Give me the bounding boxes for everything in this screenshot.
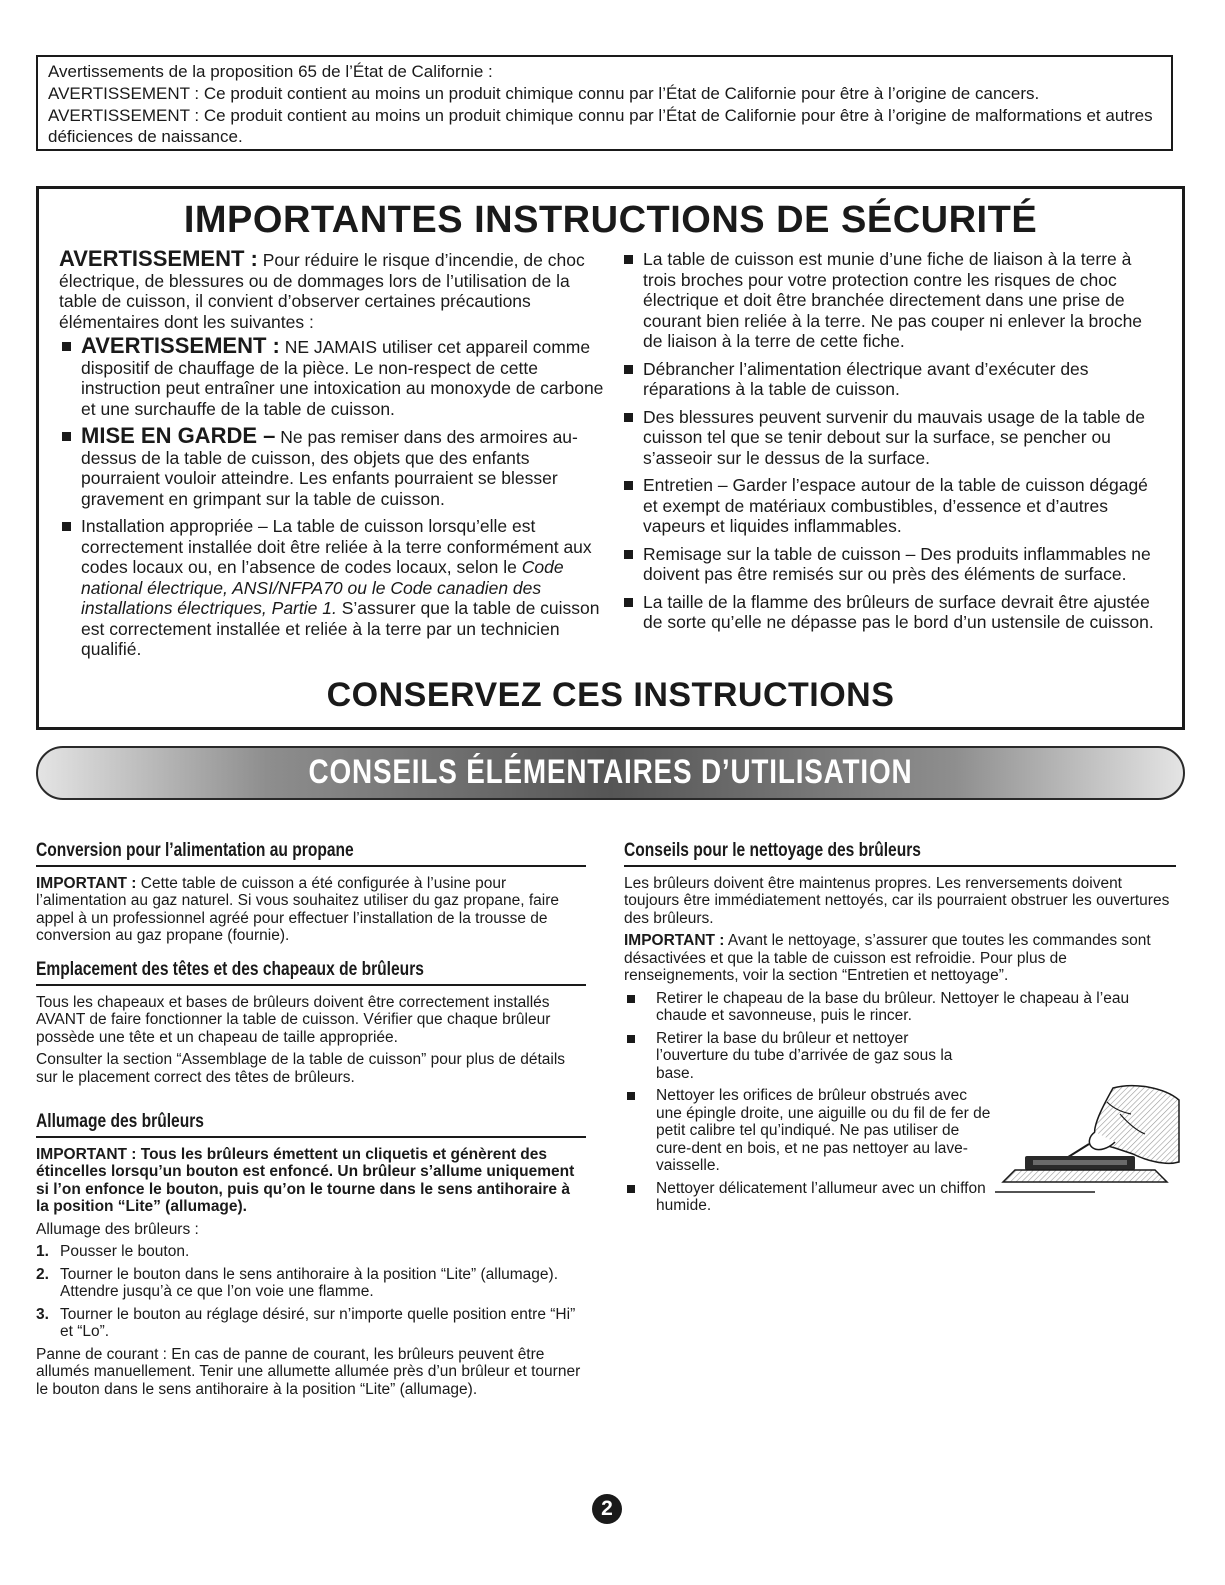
list-item (621, 544, 1161, 585)
section-heading: Emplacement des têtes et des chapeaux de brûleurs (36, 959, 424, 980)
important-text: Cette table de cuisson a été configurée à l’usine pour l’alimentation au gaz naturel. Si vous souhaitez utiliser du gaz propane, faire appel à un professionnel agréé pour effectuer l’installation de la trousse de conversion au gaz propane (fournie). (36, 874, 560, 944)
safety-footer: CONSERVEZ CES INSTRUCTIONS (326, 676, 895, 714)
item-label: AVERTISSEMENT : (81, 333, 280, 358)
prop65-heading: Avertissements de la proposition 65 de l’État de Californie : (48, 62, 493, 81)
banner-title: CONSEILS ÉLÉMENTAIRES D’UTILISATION (308, 753, 913, 791)
safety-right-column (621, 249, 1161, 640)
bullet-icon (627, 995, 635, 1003)
item-text: Débrancher l’alimentation électrique avant d’exécuter des réparations à la table de cuisson. (643, 358, 1089, 399)
list-item (621, 359, 1161, 400)
bullet-icon (627, 1185, 635, 1193)
list-item (624, 1087, 996, 1175)
step-item (36, 1243, 586, 1261)
section-heading: Conversion pour l’alimentation au propane (36, 840, 354, 861)
page-number: 2 (592, 1494, 622, 1524)
item-text: Nettoyer délicatement l’allumeur avec un chiffon humide. (656, 1179, 986, 1214)
important-label: IMPORTANT : (36, 874, 137, 892)
section-divider (36, 984, 586, 986)
ignition-steps (36, 1243, 586, 1341)
item-text: Des blessures peuvent survenir du mauvais usage de la table de cuisson tel que se tenir debout sur la surface, se pencher ou s’asseoir sur le dessus de la surface. (643, 406, 1145, 468)
list-item (621, 249, 1161, 352)
list-item (59, 333, 612, 419)
list-item (621, 475, 1161, 537)
step-number: 1. (36, 1243, 49, 1260)
ignition-intro: Allumage des brûleurs : (36, 1220, 199, 1238)
bullet-icon (62, 432, 71, 441)
item-label: MISE EN GARDE – (81, 423, 276, 448)
list-item (624, 990, 1176, 1025)
safety-right-list (621, 249, 1161, 633)
list-item (621, 592, 1161, 633)
ignition-section (36, 1113, 586, 1403)
bullet-icon (62, 522, 71, 531)
step-text: Tourner le bouton dans le sens antihoraire à la position “Lite” (allumage). Attendre jusqu’à ce que l’on voie une flamme. (60, 1265, 559, 1300)
propane-section (36, 842, 586, 950)
prop65-birth-defect-warning: AVERTISSEMENT : Ce produit contient au moins un produit chimique connu par l’État de Californie pour être à l’origine de malformations et autres déficiences de naissance. (48, 106, 1153, 146)
list-item (624, 1030, 966, 1083)
step-item (36, 1266, 586, 1301)
step-item (36, 1306, 586, 1341)
bullet-icon (624, 413, 633, 422)
power-outage-note: Panne de courant : En cas de panne de courant, les brûleurs peuvent être allumés manuellement. Tenir une allumette allumée près d’un brûleur et tourner le bouton dans le sens antihoraire à la position “Lite” (allumage). (36, 1345, 581, 1398)
item-text: Nettoyer les orifices de brûleur obstrués avec une épingle droite, une aiguille ou du fil de fer de petit calibre tel qu’indiqué. Ne pas utiliser de cure-dent en bois, et ne pas nettoyer au lave-vaisselle. (656, 1087, 991, 1174)
bullet-icon (624, 598, 633, 607)
safety-instructions-box (36, 186, 1185, 730)
placement-paragraph: Consulter la section “Assemblage de la table de cuisson” pour plus de détails sur le placement correct des têtes de brûleurs. (36, 1051, 566, 1086)
step-number: 2. (36, 1265, 49, 1283)
item-code-reference: Code national électrique, ANSI/NFPA70 ou le Code canadien des installations électriques, Partie 1. (81, 557, 564, 618)
item-text: NE JAMAIS utiliser cet appareil comme dispositif de chauffage de la pièce. Le non-respect de cette instruction peut entraîner une intoxication au monoxyde de carbone et une surchauffe de la table de cuisson. (81, 337, 604, 419)
item-text-end: S’assurer que la table de cuisson est correctement installée et reliée à la terre par un technicien qualifié. (81, 598, 600, 659)
prop65-cancer-warning: AVERTISSEMENT : Ce produit contient au moins un produit chimique connu par l’État de Californie pour être à l’origine de cancers. (48, 84, 1040, 103)
list-item (59, 423, 612, 509)
bullet-icon (62, 342, 71, 351)
safety-left-column (59, 246, 612, 667)
item-text: Retirer la base du brûleur et nettoyer l’ouverture du tube d’arrivée de gaz sous la base. (656, 1029, 953, 1082)
list-item (59, 516, 612, 660)
placement-paragraph: Tous les chapeaux et bases de brûleurs doivent être correctement installés AVANT de faire fonctionner la table de cuisson. Vérifier que chaque brûleur possède une tête et un chapeau de taille appropriée. (36, 993, 551, 1046)
safety-left-list (59, 333, 612, 660)
step-text: Pousser le bouton. (60, 1243, 190, 1260)
bullet-icon (624, 255, 633, 264)
important-label: IMPORTANT : (624, 932, 725, 949)
propane-important (36, 875, 586, 945)
prop65-notice (36, 55, 1173, 151)
cleaning-paragraph: Les brûleurs doivent être maintenus propres. Les renversements doivent toujours être immédiatement nettoyés, car ils pourraient obstruer les ouvertures des brûleurs. (624, 874, 1170, 927)
section-banner (36, 746, 1185, 800)
section-divider (36, 1136, 586, 1138)
item-text: La table de cuisson est munie d’une fiche de liaison à la terre à trois broches pour votre protection contre les risques de choc électrique et doit être branchée directement dans une prise de courant bien reliée à la terre. Ne pas couper ni enlever la broche de liaison à la terre de cette fiche. (643, 249, 1143, 351)
list-item (621, 407, 1161, 469)
warning-text: Pour réduire le risque d’incendie, de choc électrique, de blessures ou de dommages lors de l’utilisation de la table de cuisson, il convient d’observer certaines précautions élémentaires dont les suivantes : (59, 250, 585, 332)
burner-cleaning-illustration (995, 1078, 1180, 1200)
important-text: Avant le nettoyage, s’assurer que toutes les commandes sont désactivées et que la table de cuisson est refroidie. Pour plus de renseignements, voir la section “Entretien et nettoyage”. (624, 932, 1151, 984)
safety-warning-intro (59, 246, 612, 332)
bullet-icon (627, 1092, 635, 1100)
item-text: Retirer le chapeau de la base du brûleur. Nettoyer le chapeau à l’eau chaude et savonneuse, puis le rincer. (656, 989, 1130, 1024)
item-text: Remisage sur la table de cuisson – Des produits inflammables ne doivent pas être remisés sur ou près des éléments de surface. (643, 543, 1151, 584)
section-heading: Conseils pour le nettoyage des brûleurs (624, 840, 921, 861)
section-heading: Allumage des brûleurs (36, 1111, 204, 1132)
list-item (624, 1180, 996, 1215)
item-text: La taille de la flamme des brûleurs de surface devrait être ajustée de sorte qu’elle ne dépasse pas le bord d’un ustensile de cuisson. (643, 591, 1154, 632)
warning-label: AVERTISSEMENT : (59, 246, 258, 271)
step-number: 3. (36, 1305, 49, 1323)
bullet-icon (624, 481, 633, 490)
section-divider (624, 865, 1176, 867)
bullet-icon (624, 365, 633, 374)
cleaning-important (624, 932, 1176, 985)
bullet-icon (624, 550, 633, 559)
item-text: Ne pas remiser dans des armoires au-dessus de la table de cuisson, des objets que des enfants pourraient vouloir atteindre. Les enfants pourraient se blesser gravement en grimpant sur la table de cuisson. (81, 427, 578, 509)
safety-title: IMPORTANTES INSTRUCTIONS DE SÉCURITÉ (183, 199, 1038, 241)
item-text: Installation appropriée – La table de cuisson lorsqu’elle est correctement installée doit être reliée à la terre conformément aux codes locaux ou, en l’absence de codes locaux, selon le (81, 516, 592, 577)
placement-section (36, 961, 586, 1091)
step-text: Tourner le bouton au réglage désiré, sur n’importe quelle position entre “Hi” et “Lo”. (60, 1305, 576, 1340)
bullet-icon (627, 1035, 635, 1043)
item-text: Entretien – Garder l’espace autour de la table de cuisson dégagé et exempt de matériaux combustibles, d’essence et d’autres vapeurs et liquides inflammables. (643, 475, 1148, 536)
ignition-important: IMPORTANT : Tous les brûleurs émettent un cliquetis et génèrent des étincelles lorsqu’un bouton est enfoncé. Un brûleur s’allume uniquement si l’on enfonce le bouton, puis qu’on le tourne dans le sens antihoraire à la position “Lite” (allumage). (36, 1145, 575, 1215)
section-divider (36, 865, 586, 867)
